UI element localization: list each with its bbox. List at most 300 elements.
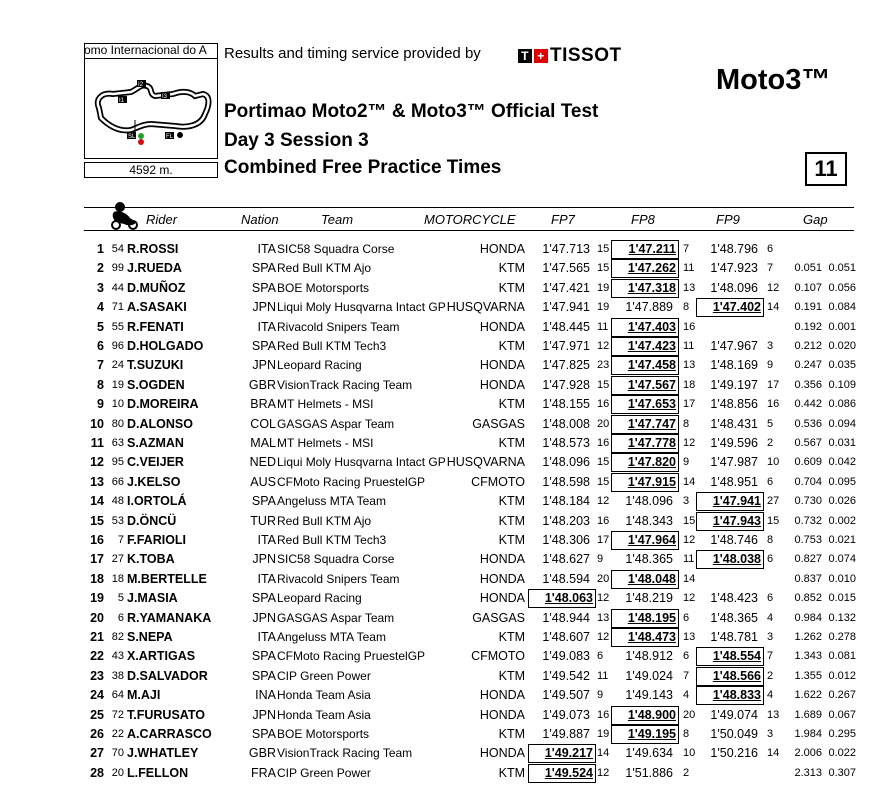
fp8-time: 1'47.747	[611, 415, 679, 434]
table-row	[0, 531, 889, 550]
rider-name: F.FARIOLI	[127, 533, 187, 547]
circuit-map-box	[84, 43, 218, 159]
position: 1	[97, 242, 104, 256]
circuit-length: 4592 m.	[84, 162, 218, 178]
fp8-lap: 13	[683, 359, 696, 372]
position: 9	[97, 397, 104, 412]
nation: ITA	[257, 571, 276, 586]
fp9-lap: 14	[767, 301, 780, 314]
rider-number: 19	[111, 378, 124, 391]
table-row	[0, 647, 889, 666]
fp8-time: 1'47.964	[611, 531, 679, 550]
fp9-time: 1'48.431	[710, 416, 758, 431]
fp9-time: 1'50.216	[710, 746, 758, 761]
motorcycle: HUSQVARNA	[446, 300, 525, 315]
motorcycle: HONDA	[479, 591, 525, 606]
motorcycle: GASGAS	[472, 610, 525, 625]
position: 10	[90, 416, 104, 431]
rider-name: C.VEIJER	[127, 455, 184, 470]
table-row	[0, 570, 889, 589]
nation: SPA	[251, 649, 276, 664]
gap-previous: 0.132	[828, 611, 856, 624]
fp7-lap: 12	[597, 592, 610, 605]
page-number: 11	[805, 152, 847, 186]
position: 2	[97, 261, 104, 276]
fp7-lap: 16	[597, 398, 610, 411]
team-name: CFMoto Racing PruestelGP	[277, 474, 426, 489]
fp9-time: 1'49.596	[710, 436, 758, 450]
col-fp9: FP9	[716, 212, 740, 227]
position: 26	[90, 727, 104, 741]
rider-number: 48	[111, 495, 124, 508]
swiss-cross-icon: +	[534, 49, 548, 63]
fp7-time: 1'47.971	[542, 339, 590, 353]
col-team: Team	[321, 212, 354, 227]
fp8-lap: 12	[683, 534, 696, 546]
rider-number: 95	[111, 456, 124, 469]
fp7-lap: 23	[597, 359, 610, 372]
position: 28	[90, 765, 104, 780]
team-name: Liqui Moly Husqvarna Intact GP	[277, 455, 446, 470]
fp7-time: 1'48.944	[542, 610, 590, 625]
fp9-lap: 17	[767, 378, 780, 391]
fp9-time: 1'47.987	[710, 455, 758, 470]
nation: JPN	[252, 300, 276, 315]
fp7-time: 1'48.445	[542, 319, 590, 334]
gap-previous: 0.021	[828, 534, 856, 546]
nation: SPA	[251, 280, 276, 295]
fp7-lap: 16	[597, 514, 610, 527]
gap-previous: 0.022	[828, 747, 856, 760]
fp7-time: 1'49.887	[542, 727, 590, 741]
motorcycle: CFMOTO	[471, 474, 525, 489]
table-row	[0, 415, 889, 434]
position: 17	[90, 552, 104, 567]
position: 18	[90, 571, 104, 586]
team-name: Red Bull KTM Ajo	[277, 261, 372, 276]
fp7-time: 1'47.928	[542, 377, 590, 392]
rider-number: 38	[111, 669, 124, 682]
rider-name: J.MASIA	[127, 591, 178, 606]
fp8-time: 1'47.458	[611, 356, 679, 375]
table-row	[0, 318, 889, 337]
fp8-time: 1'49.634	[625, 746, 673, 761]
position: 21	[90, 630, 104, 644]
fp7-time: 1'48.096	[542, 455, 590, 470]
nation: JPN	[252, 358, 276, 373]
position: 15	[90, 513, 104, 528]
gap-previous: 0.095	[828, 475, 856, 488]
rider-number: 71	[111, 301, 124, 314]
position: 7	[97, 358, 104, 373]
fp9-time: 1'49.197	[710, 377, 758, 392]
team-name: Rivacold Snipers Team	[277, 571, 400, 586]
fp8-lap: 4	[683, 689, 690, 702]
fp7-time: 1'48.155	[542, 397, 590, 412]
fp7-time: 1'48.573	[542, 436, 590, 450]
gap-previous: 0.035	[828, 359, 856, 372]
rider-number: 82	[111, 631, 124, 643]
fp9-time: 1'48.746	[710, 533, 758, 547]
gap-first: 0.852	[794, 592, 822, 605]
rider-name: D.MOREIRA	[127, 397, 199, 412]
fp8-time: 1'47.211	[611, 240, 679, 259]
team-name: CFMoto Racing PruestelGP	[277, 649, 426, 664]
fp7-lap: 19	[597, 728, 610, 740]
position: 6	[97, 339, 104, 353]
team-name: Leopard Racing	[277, 591, 362, 606]
table-row	[0, 298, 889, 317]
gap-first: 0.247	[794, 359, 822, 372]
fp8-time: 1'47.915	[611, 473, 679, 492]
rider-name: I.ORTOLÁ	[127, 494, 187, 509]
fp8-lap: 12	[683, 592, 696, 605]
fp9-lap: 15	[767, 514, 780, 527]
motorcycle: HONDA	[479, 319, 525, 334]
team-name: Red Bull KTM Tech3	[277, 339, 387, 353]
motorcycle: KTM	[498, 280, 525, 295]
motorcycle: KTM	[498, 668, 525, 683]
table-row	[0, 453, 889, 472]
team-name: Liqui Moly Husqvarna Intact GP	[277, 300, 446, 315]
table-row	[0, 628, 889, 647]
fp8-lap: 9	[683, 456, 690, 469]
fp8-lap: 14	[683, 572, 696, 585]
position: 27	[90, 746, 104, 761]
fp8-time: 1'47.262	[611, 259, 679, 278]
rider-number: 44	[111, 281, 124, 294]
team-name: Red Bull KTM Ajo	[277, 513, 372, 528]
nation: SPA	[251, 261, 276, 276]
session-title: Day 3 Session 3	[224, 130, 369, 151]
fp7-time: 1'49.217	[528, 744, 596, 763]
gap-previous: 0.012	[828, 669, 856, 682]
fp8-lap: 12	[683, 437, 696, 449]
gap-first: 0.730	[794, 495, 822, 508]
fp7-time: 1'49.542	[542, 668, 590, 683]
fp8-time: 1'48.219	[625, 591, 673, 606]
fp9-lap: 9	[767, 359, 774, 372]
rider-number: 5	[117, 592, 124, 605]
col-fp7: FP7	[551, 212, 575, 227]
nation: BRA	[250, 397, 276, 412]
fp7-time: 1'48.063	[528, 589, 596, 608]
gap-first: 0.536	[794, 417, 822, 430]
table-row	[0, 589, 889, 608]
nation: TUR	[250, 513, 276, 528]
gap-first: 0.191	[794, 301, 822, 314]
table-row	[0, 395, 889, 414]
table-row	[0, 706, 889, 725]
fp7-lap: 11	[597, 320, 609, 333]
fp8-lap: 13	[683, 281, 696, 294]
team-name: Angeluss MTA Team	[277, 630, 386, 644]
table-row	[0, 667, 889, 686]
col-motorcycle: MOTORCYCLE	[424, 212, 516, 227]
table-row	[0, 376, 889, 395]
fp8-lap: 6	[683, 650, 690, 663]
category-title: Moto3™	[716, 64, 831, 96]
fp8-lap: 6	[683, 611, 690, 624]
gap-previous: 0.084	[828, 301, 856, 314]
table-row	[0, 337, 889, 356]
motorcycle: CFMOTO	[471, 649, 525, 664]
nation: AUS	[250, 474, 276, 489]
fp7-time: 1'49.524	[528, 764, 596, 783]
fp8-lap: 11	[683, 262, 695, 275]
gap-previous: 0.002	[828, 514, 856, 527]
fp7-lap: 15	[597, 262, 610, 275]
position: 8	[97, 377, 104, 392]
nation: FRA	[251, 765, 276, 780]
fp9-lap: 2	[767, 669, 774, 682]
gap-previous: 0.067	[828, 708, 856, 721]
fp7-lap: 9	[597, 553, 604, 566]
rider-name: L.FELLON	[127, 765, 189, 780]
gap-first: 0.753	[794, 534, 822, 546]
team-name: MT Helmets - MSI	[277, 397, 374, 412]
rider-number: 54	[111, 243, 124, 255]
rider-number: 20	[111, 766, 124, 779]
fp8-lap: 3	[683, 495, 690, 508]
gap-first: 2.313	[794, 766, 822, 779]
table-row	[0, 744, 889, 763]
gap-previous: 0.001	[828, 320, 856, 333]
nation: SPA	[251, 339, 276, 353]
position: 12	[90, 455, 104, 470]
fp8-time: 1'47.653	[611, 395, 679, 414]
rider-name: R.FENATI	[127, 319, 184, 334]
team-name: BOE Motorsports	[277, 727, 370, 741]
position: 4	[97, 300, 104, 315]
fp7-lap: 19	[597, 301, 610, 314]
rider-name: D.ALONSO	[127, 416, 193, 431]
sector-label-i2: I2	[138, 82, 144, 88]
motorcycle: HONDA	[479, 688, 525, 703]
gap-first: 0.837	[794, 572, 822, 585]
fp7-lap: 15	[597, 378, 610, 391]
fp8-time: 1'48.048	[611, 570, 679, 589]
table-row	[0, 240, 889, 259]
position: 13	[90, 474, 104, 489]
rider-name: A.CARRASCO	[127, 727, 212, 741]
fp8-time: 1'49.195	[611, 725, 679, 744]
fp9-time: 1'48.038	[696, 550, 764, 569]
motorcycle: HONDA	[479, 552, 525, 567]
gap-previous: 0.086	[828, 398, 856, 411]
position: 14	[90, 494, 104, 509]
fp9-lap: 3	[767, 631, 774, 643]
event-title: Portimao Moto2™ & Moto3™ Official Test	[224, 101, 599, 122]
rider-name: R.ROSSI	[127, 242, 179, 256]
gap-previous: 0.020	[828, 340, 856, 352]
gap-previous: 0.042	[828, 456, 856, 469]
rider-name: D.HOLGADO	[127, 339, 204, 353]
nation: JPN	[252, 610, 276, 625]
fp8-lap: 7	[683, 669, 690, 682]
fp9-time: 1'48.096	[710, 280, 758, 295]
fp8-lap: 11	[683, 340, 695, 352]
rider-name: J.WHATLEY	[127, 746, 199, 761]
fp7-lap: 15	[597, 475, 610, 488]
gap-first: 0.567	[794, 437, 822, 449]
fp7-lap: 17	[597, 534, 610, 546]
nation: GBR	[248, 377, 276, 392]
position: 25	[90, 707, 104, 722]
fp7-time: 1'48.627	[542, 552, 590, 567]
fp9-lap: 5	[767, 417, 774, 430]
position: 16	[90, 533, 104, 547]
fp9-time: 1'47.923	[710, 261, 758, 276]
fp7-lap: 12	[597, 631, 610, 643]
fp8-time: 1'48.195	[611, 609, 679, 628]
nation: GBR	[248, 746, 276, 761]
team-name: Angeluss MTA Team	[277, 494, 386, 509]
gap-previous: 0.074	[828, 553, 856, 566]
gap-first: 0.704	[794, 475, 822, 488]
fp7-lap: 12	[597, 766, 610, 779]
fp7-time: 1'48.594	[542, 571, 590, 586]
rider-name: J.KELSO	[127, 474, 181, 489]
position: 24	[90, 688, 104, 703]
fp9-lap: 2	[767, 437, 774, 449]
table-row	[0, 279, 889, 298]
motorcycle: KTM	[498, 765, 525, 780]
motorcycle: KTM	[498, 494, 525, 509]
motorcycle: HONDA	[479, 377, 525, 392]
gap-first: 0.732	[794, 514, 822, 527]
circuit-map	[91, 70, 215, 146]
fp7-lap: 9	[597, 689, 604, 702]
rider-name: M.BERTELLE	[127, 571, 207, 586]
fp8-lap: 10	[683, 747, 696, 760]
table-row	[0, 550, 889, 569]
fp7-lap: 12	[597, 495, 610, 508]
fp9-lap: 7	[767, 262, 774, 275]
gap-first: 0.212	[794, 340, 822, 352]
table-row	[0, 434, 889, 453]
motorcycle: HONDA	[479, 358, 525, 373]
rider-number: 99	[111, 262, 124, 275]
nation: JPN	[252, 552, 276, 567]
fp8-lap: 14	[683, 475, 696, 488]
gap-first: 1.262	[794, 631, 822, 643]
rider-name: R.YAMANAKA	[127, 610, 212, 625]
gap-previous: 0.109	[828, 378, 856, 391]
fp8-time: 1'47.318	[611, 279, 679, 298]
rider-number: 63	[111, 437, 124, 449]
gap-first: 1.984	[794, 728, 822, 740]
gap-previous: 0.267	[828, 689, 856, 702]
fp9-lap: 8	[767, 534, 774, 546]
rider-number: 66	[111, 475, 124, 488]
gap-first: 0.827	[794, 553, 822, 566]
fp8-lap: 20	[683, 708, 696, 721]
rider-name: D.MUÑOZ	[127, 280, 186, 295]
motorcycle: HONDA	[479, 571, 525, 586]
gap-first: 0.609	[794, 456, 822, 469]
rider-number: 64	[111, 689, 124, 702]
fp8-time: 1'48.343	[625, 513, 673, 528]
header-top-rule	[84, 207, 854, 208]
fp9-lap: 27	[767, 495, 780, 508]
table-row	[0, 492, 889, 511]
rider-name: X.ARTIGAS	[127, 649, 196, 664]
fp8-time: 1'51.886	[625, 765, 673, 780]
fp9-lap: 3	[767, 340, 774, 352]
fp8-lap: 11	[683, 553, 695, 566]
nation: SPA	[251, 727, 276, 741]
nation: MAL	[250, 436, 276, 450]
team-name: Honda Team Asia	[277, 688, 371, 703]
fp9-lap: 6	[767, 475, 774, 488]
rider-name: K.TOBA	[127, 552, 175, 567]
nation: ITA	[257, 630, 276, 644]
team-name: VisionTrack Racing Team	[277, 746, 413, 761]
fp9-time: 1'48.566	[696, 667, 764, 686]
fp9-lap: 7	[767, 650, 774, 663]
fp9-time: 1'48.833	[696, 686, 764, 705]
fp7-lap: 20	[597, 572, 610, 585]
team-name: Rivacold Snipers Team	[277, 319, 400, 334]
fp7-time: 1'47.421	[542, 280, 590, 295]
rider-number: 72	[111, 708, 124, 721]
provider-text: Results and timing service provided by	[224, 45, 481, 62]
fp7-lap: 20	[597, 417, 610, 430]
motorcycle: GASGAS	[472, 416, 525, 431]
table-row	[0, 512, 889, 531]
fp8-lap: 18	[683, 378, 696, 391]
nation: ITA	[257, 242, 276, 256]
fp8-time: 1'49.024	[625, 668, 673, 683]
sector-label-i1: I1	[119, 98, 125, 104]
rider-number: 18	[111, 572, 124, 585]
header-bottom-rule	[84, 230, 854, 231]
gap-first: 0.051	[794, 262, 822, 275]
fp8-time: 1'48.096	[625, 494, 673, 509]
team-name: BOE Motorsports	[277, 280, 370, 295]
fp9-time: 1'47.943	[696, 512, 764, 531]
motorcycle: KTM	[498, 261, 525, 276]
fp9-lap: 14	[767, 747, 780, 760]
nation: ITA	[257, 533, 276, 547]
fp9-lap: 16	[767, 398, 780, 411]
rider-number: 10	[111, 398, 124, 411]
motorcycle: HUSQVARNA	[446, 455, 525, 470]
fp9-time: 1'48.951	[710, 474, 758, 489]
position: 22	[90, 649, 104, 664]
fp9-time: 1'48.781	[710, 630, 758, 644]
team-name: Red Bull KTM Tech3	[277, 533, 387, 547]
tissot-t-icon: T	[518, 49, 532, 63]
fp9-lap: 4	[767, 689, 774, 702]
fp8-lap: 17	[683, 398, 696, 411]
fp7-time: 1'47.565	[542, 261, 590, 276]
table-row	[0, 473, 889, 492]
rider-number: 22	[111, 728, 124, 740]
motorcycle: KTM	[498, 630, 525, 644]
fp8-time: 1'47.889	[625, 300, 673, 315]
fp9-lap: 4	[767, 611, 774, 624]
fp8-lap: 8	[683, 728, 690, 740]
fp9-lap: 6	[767, 592, 774, 605]
rider-number: 7	[117, 534, 124, 546]
gap-previous: 0.307	[828, 766, 856, 779]
fp9-lap: 12	[767, 281, 780, 294]
col-fp8: FP8	[631, 212, 655, 227]
gap-first: 1.355	[794, 669, 822, 682]
fp7-lap: 15	[597, 243, 610, 255]
